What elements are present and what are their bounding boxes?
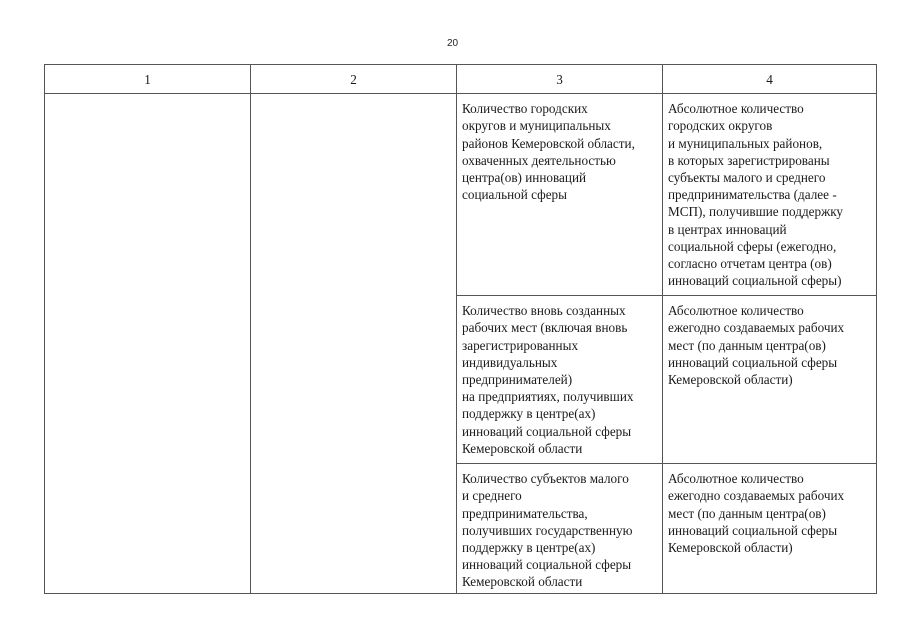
table-cell-col2 xyxy=(251,94,457,594)
page-number: 20 xyxy=(446,38,459,49)
table-cell-method xyxy=(663,464,877,594)
table-cell-indicator xyxy=(457,94,663,296)
method-text: Абсолютное количество ежегодно создаваемых рабочих мест (по данным центра(ов) инноваций социальной сферы Кемеровской области) xyxy=(668,303,845,388)
column-header-4: 4 xyxy=(663,65,877,94)
indicator-text: Количество городских округов и муниципальных районов Кемеровской области, охваченных деятельностью центра(ов) инноваций социальной сферы xyxy=(462,101,635,203)
table-cell-indicator xyxy=(457,296,663,464)
column-header-3: 3 xyxy=(457,65,663,94)
indicators-table xyxy=(44,64,877,594)
table-cell-col1 xyxy=(45,94,251,594)
table-cell-method xyxy=(663,94,877,296)
table-cell-indicator xyxy=(457,464,663,594)
method-text: Абсолютное количество ежегодно создаваемых рабочих мест (по данным центра(ов) инноваций социальной сферы Кемеровской области) xyxy=(668,471,845,556)
table-cell-method xyxy=(663,296,877,464)
table-header-row xyxy=(45,65,877,94)
table-row xyxy=(45,94,877,296)
method-text: Абсолютное количество городских округов и муниципальных районов, в которых зарегистрированы субъекты малого и среднего предпринимательства (далее - МСП), получившие поддержку в центрах инноваций социальной сферы (ежегодно, согласно отчетам центра (ов) инноваций социальной сферы) xyxy=(668,101,844,289)
column-header-2: 2 xyxy=(251,65,457,94)
column-header-1: 1 xyxy=(45,65,251,94)
indicator-text: Количество вновь созданных рабочих мест (включая вновь зарегистрированных индивидуальных предпринимателей) на предприятиях, получивших поддержку в центре(ах) инноваций социальной сферы Кемеровской области xyxy=(462,303,634,456)
indicator-text: Количество субъектов малого и среднего предпринимательства, получивших государственную поддержку в центре(ах) инноваций социальной сферы Кемеровской области xyxy=(462,471,633,590)
